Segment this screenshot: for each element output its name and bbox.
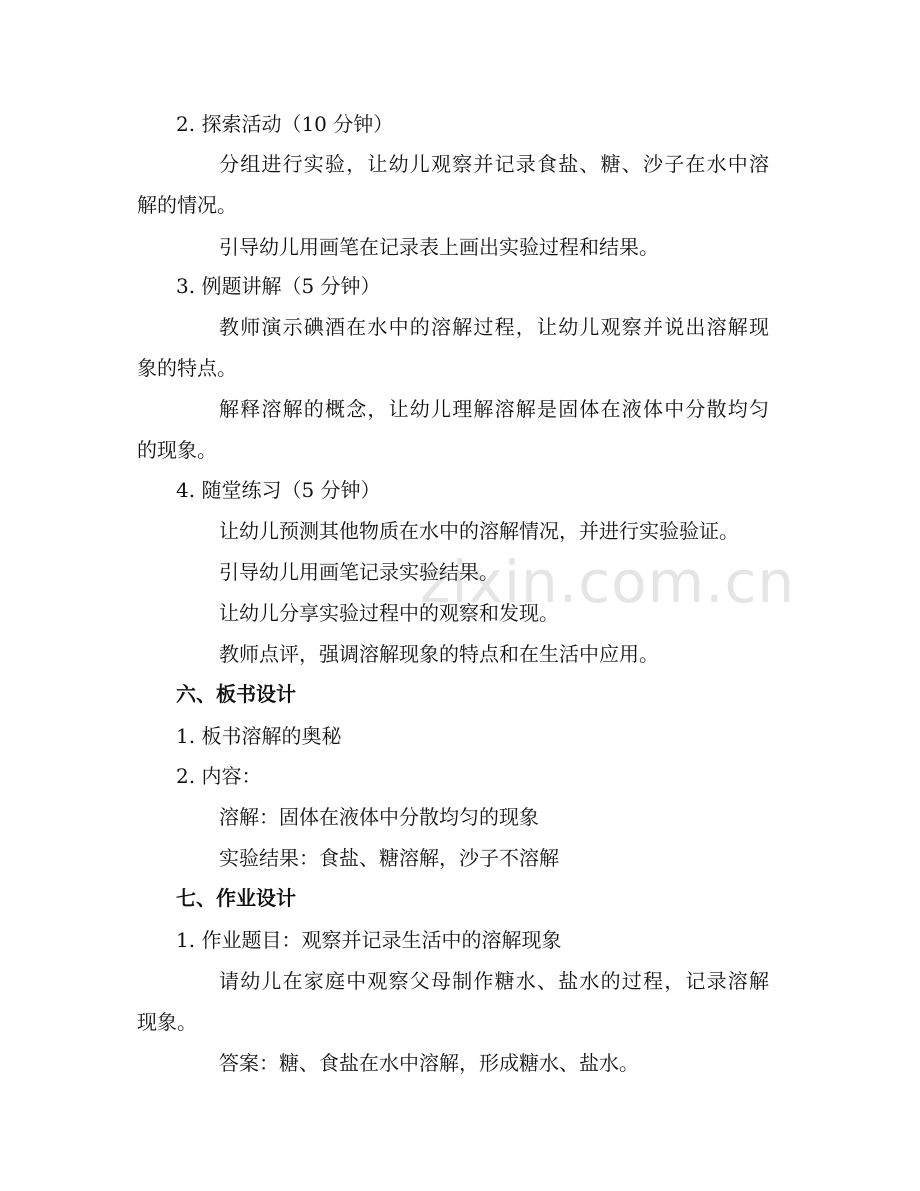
paragraph-line: 的现象。	[137, 438, 217, 462]
paragraph-line: 引导幼儿用画笔在记录表上画出实验过程和结果。	[219, 235, 659, 259]
list-item-example-explanation: 3. 例题讲解（5 分钟）	[176, 274, 381, 298]
paragraph-line: 解释溶解的概念，让幼儿理解溶解是固体在液体中分散均匀	[219, 397, 771, 421]
list-item-class-practice: 4. 随堂练习（5 分钟）	[176, 478, 381, 502]
paragraph-line: 解的情况。	[137, 193, 237, 217]
paragraph-line: 象的特点。	[137, 356, 237, 380]
paragraph-line: 溶解：固体在液体中分散均匀的现象	[219, 805, 539, 829]
paragraph-line: 引导幼儿用画笔记录实验结果。	[219, 560, 499, 584]
section-heading-board-design: 六、板书设计	[176, 682, 296, 706]
paragraph-line: 分组进行实验，让幼儿观察并记录食盐、糖、沙子在水中溶	[219, 152, 771, 176]
paragraph-line: 教师演示碘酒在水中的溶解过程，让幼儿观察并说出溶解现	[219, 315, 771, 339]
list-item-board-title: 1. 板书溶解的奥秘	[176, 724, 342, 748]
paragraph-line: 请幼儿在家庭中观察父母制作糖水、盐水的过程，记录溶解	[219, 969, 771, 993]
list-item-content: 2. 内容：	[176, 764, 262, 788]
list-item-homework-topic: 1. 作业题目：观察并记录生活中的溶解现象	[176, 928, 562, 952]
paragraph-line: 让幼儿分享实验过程中的观察和发现。	[219, 601, 559, 625]
answer-line: 答案：糖、食盐在水中溶解，形成糖水、盐水。	[219, 1051, 639, 1075]
section-heading-homework-design: 七、作业设计	[176, 886, 296, 910]
paragraph-line: 让幼儿预测其他物质在水中的溶解情况，并进行实验验证。	[219, 519, 739, 543]
paragraph-line: 现象。	[137, 1010, 197, 1034]
list-item-exploration-activity: 2. 探索活动（10 分钟）	[176, 112, 394, 136]
paragraph-line: 实验结果：食盐、糖溶解，沙子不溶解	[219, 846, 559, 870]
paragraph-line: 教师点评，强调溶解现象的特点和在生活中应用。	[219, 642, 659, 666]
watermark-text: zixin.com.cn	[420, 548, 796, 616]
